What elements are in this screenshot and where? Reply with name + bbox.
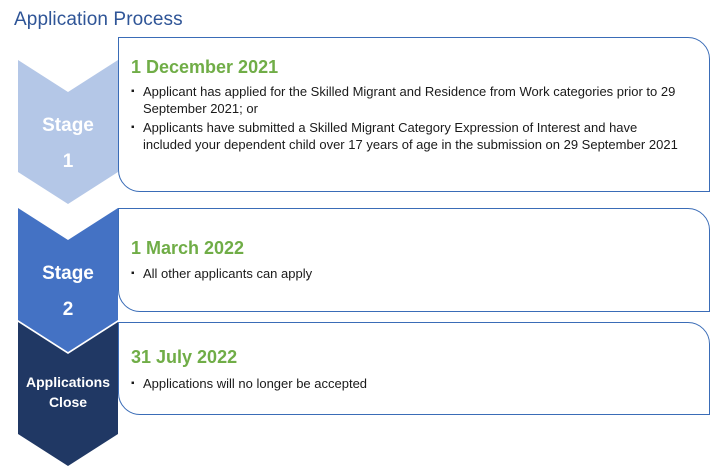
bullet-square-icon: ▪ — [131, 86, 135, 97]
bullet-square-icon: ▪ — [131, 268, 135, 279]
stage-1-chevron — [18, 60, 118, 204]
stage-1-bullet-list — [131, 83, 687, 155]
applications-close-bullet-1-text: Applications will no longer be accepted — [143, 376, 368, 391]
applications-close-label-line2: Close — [48, 394, 88, 410]
stage-2-bullet-list — [131, 265, 687, 284]
stage-2-bullet-1-text: All other applicants can apply — [143, 266, 313, 281]
page-title: Application Process — [14, 9, 183, 30]
stage-1-bullet-1-text: Applicant has applied for the Skilled Migrant and Residence from Work categories prior to 29 September 2021; or — [143, 84, 676, 116]
stage-1-bullet-2-text: Applicants have submitted a Skilled Migrant Category Expression of Interest and have included your dependent child over 17 years of age in the submission on 29 September 2021 — [143, 120, 678, 152]
stage-1-date: 1 December 2021 — [131, 57, 279, 77]
stage-1-card — [118, 37, 710, 192]
stage-2-bullet-1 — [131, 265, 687, 282]
applications-close-date: 31 July 2022 — [131, 347, 238, 367]
stage-1-chevron-label: Stage — [42, 115, 94, 136]
stage-2-chevron-number: 2 — [62, 299, 74, 320]
stage-1-bullet-1 — [131, 83, 687, 117]
stage-1-chevron-number: 1 — [62, 151, 74, 172]
applications-close-bullet-1 — [131, 375, 687, 392]
bullet-square-icon: ▪ — [131, 122, 135, 133]
applications-close-card — [118, 322, 710, 415]
applications-close-label-line1: Applications — [25, 374, 110, 390]
applications-close-chevron — [18, 322, 118, 466]
stage-2-card — [118, 208, 710, 312]
stage-2-date: 1 March 2022 — [131, 238, 245, 258]
bullet-square-icon: ▪ — [131, 378, 135, 389]
stage-1-bullet-2 — [131, 119, 687, 153]
applications-close-bullet-list — [131, 375, 687, 394]
stage-2-chevron-label: Stage — [42, 263, 94, 284]
